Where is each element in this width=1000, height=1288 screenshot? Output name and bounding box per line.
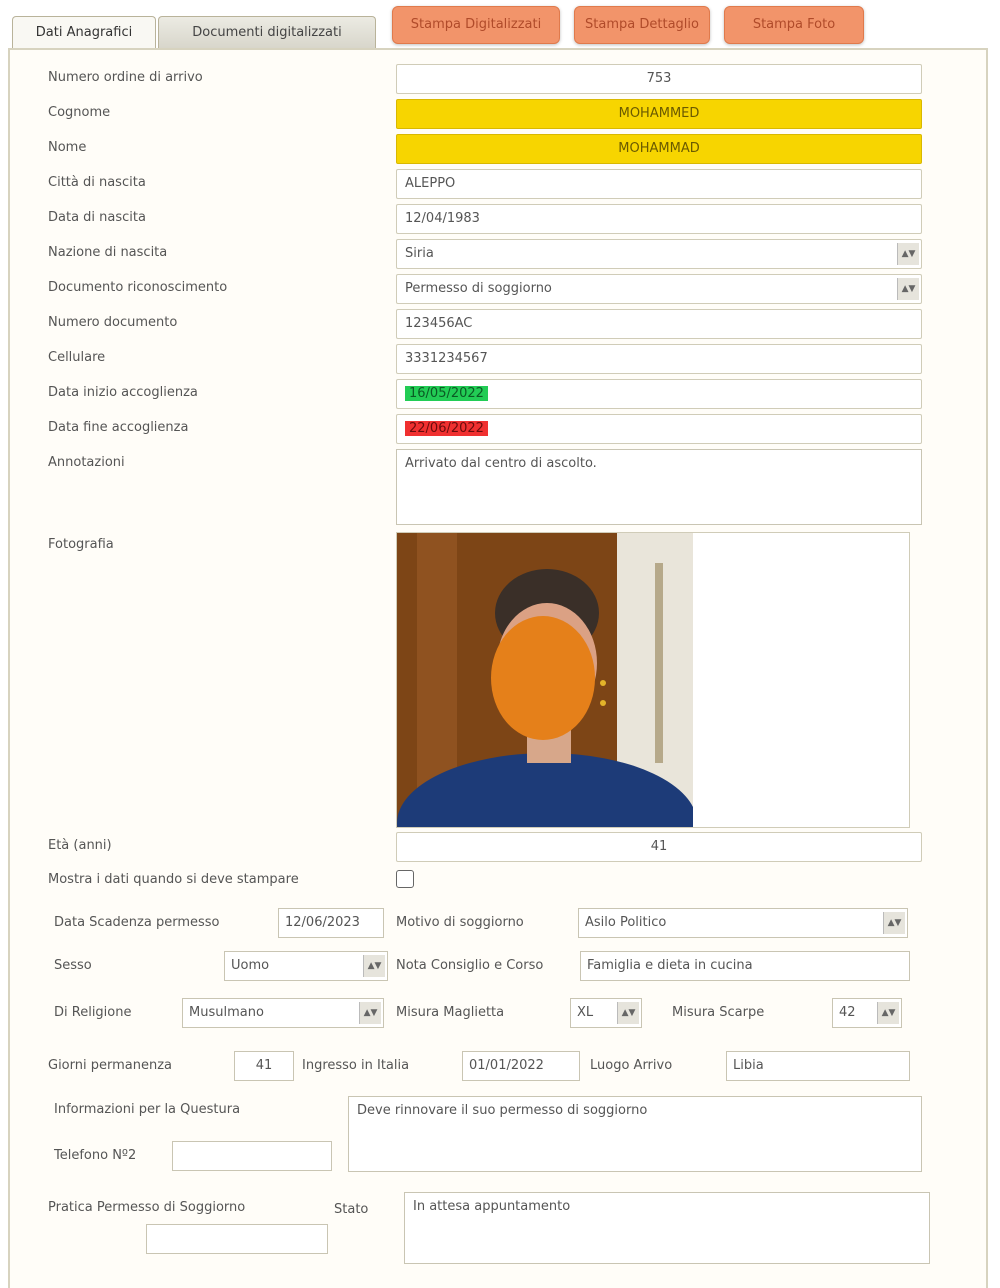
label-notes: Annotazioni bbox=[48, 455, 125, 470]
status-textarea[interactable]: In attesa appuntamento bbox=[404, 1192, 930, 1264]
birth-nation-value: Siria bbox=[405, 246, 434, 261]
label-origin-place: Luogo Arrivo bbox=[590, 1058, 673, 1073]
birth-date-field[interactable]: 12/04/1983 bbox=[396, 204, 922, 234]
entry-date-field[interactable] bbox=[396, 379, 922, 409]
label-info-center: Informazioni per la Questura bbox=[54, 1102, 241, 1117]
chevron-down-icon[interactable]: ▲▼ bbox=[363, 955, 385, 977]
chevron-down-icon[interactable]: ▲▼ bbox=[877, 1002, 899, 1024]
end-date-field[interactable] bbox=[396, 414, 922, 444]
permit-practice-field[interactable] bbox=[146, 1224, 328, 1254]
badge-number-field[interactable]: 753 bbox=[396, 64, 922, 94]
label-status: Stato bbox=[334, 1202, 369, 1217]
label-name: Nome bbox=[48, 140, 87, 155]
label-permit-practice: Pratica Permesso di Soggiorno bbox=[48, 1200, 246, 1215]
label-photo: Fotografia bbox=[48, 537, 114, 552]
mobile-field[interactable]: 3331234567 bbox=[396, 344, 922, 374]
label-id-document: Documento riconoscimento bbox=[48, 280, 228, 295]
label-badge-number: Numero ordine di arrivo bbox=[48, 70, 203, 85]
id-document-select[interactable] bbox=[396, 274, 922, 304]
label-document-number: Numero documento bbox=[48, 315, 178, 330]
label-print-checkbox: Mostra i dati quando si deve stampare bbox=[48, 872, 299, 887]
age-field[interactable]: 41 bbox=[396, 832, 922, 862]
chevron-down-icon[interactable]: ▲▼ bbox=[897, 278, 919, 300]
sex-select[interactable] bbox=[224, 951, 388, 981]
shoe-size-select[interactable] bbox=[832, 998, 902, 1028]
sex-value: Uomo bbox=[231, 958, 270, 973]
label-surname: Cognome bbox=[48, 105, 111, 120]
label-end-date: Data fine accoglienza bbox=[48, 420, 189, 435]
label-permit-expiry: Data Scadenza permesso bbox=[54, 915, 220, 930]
chevron-down-icon[interactable]: ▲▼ bbox=[617, 1002, 639, 1024]
room-note-field[interactable]: Famiglia e dieta in cucina bbox=[580, 951, 910, 981]
person-photo-illustration bbox=[397, 533, 693, 827]
document-number-field[interactable]: 123456AC bbox=[396, 309, 922, 339]
print-digitalized-button[interactable]: Stampa Digitalizzati bbox=[392, 6, 560, 44]
chevron-down-icon[interactable]: ▲▼ bbox=[883, 912, 905, 934]
print-checkbox[interactable] bbox=[396, 870, 414, 888]
tab-digitized-documents[interactable]: Documenti digitalizzati bbox=[158, 16, 376, 48]
label-tshirt-size: Misura Maglietta bbox=[396, 1005, 505, 1020]
label-birth-nation: Nazione di nascita bbox=[48, 245, 168, 260]
birth-city-field[interactable]: ALEPPO bbox=[396, 169, 922, 199]
id-document-value: Permesso di soggiorno bbox=[405, 281, 552, 296]
end-date-value: 22/06/2022 bbox=[405, 421, 488, 436]
tshirt-size-value: XL bbox=[577, 1005, 594, 1020]
notes-textarea[interactable]: Arrivato dal centro di ascolto. bbox=[396, 449, 922, 525]
label-entry-date: Data inizio accoglienza bbox=[48, 385, 198, 400]
print-details-button[interactable]: Stampa Dettaglio bbox=[574, 6, 710, 44]
label-stay-reason: Motivo di soggiorno bbox=[396, 915, 524, 930]
label-phone-2: Telefono Nº2 bbox=[54, 1148, 137, 1163]
tab-personal-data[interactable]: Dati Anagrafici bbox=[12, 16, 156, 48]
surname-field[interactable]: MOHAMMED bbox=[396, 99, 922, 129]
entry-date-value: 16/05/2022 bbox=[405, 386, 488, 401]
info-center-textarea[interactable]: Deve rinnovare il suo permesso di soggiorno bbox=[348, 1096, 922, 1172]
tshirt-size-select[interactable] bbox=[570, 998, 642, 1028]
phone-2-field[interactable] bbox=[172, 1141, 332, 1171]
origin-place-field[interactable]: Libia bbox=[726, 1051, 910, 1081]
stay-reason-select[interactable] bbox=[578, 908, 908, 938]
birth-nation-select[interactable] bbox=[396, 239, 922, 269]
arrival-italy-field[interactable]: 01/01/2022 bbox=[462, 1051, 580, 1081]
label-birth-date: Data di nascita bbox=[48, 210, 146, 225]
label-room-note: Nota Consiglio e Corso bbox=[396, 958, 544, 973]
stay-reason-value: Asilo Politico bbox=[585, 915, 667, 930]
label-days-stay: Giorni permanenza bbox=[48, 1058, 173, 1073]
chevron-down-icon[interactable]: ▲▼ bbox=[897, 243, 919, 265]
label-age: Età (anni) bbox=[48, 838, 112, 853]
print-photo-button[interactable]: Stampa Foto bbox=[724, 6, 864, 44]
label-birth-city: Città di nascita bbox=[48, 175, 146, 190]
label-shoe-size: Misura Scarpe bbox=[672, 1005, 765, 1020]
days-stay-field[interactable]: 41 bbox=[234, 1051, 294, 1081]
religion-select[interactable] bbox=[182, 998, 384, 1028]
label-mobile: Cellulare bbox=[48, 350, 106, 365]
label-religion: Di Religione bbox=[54, 1005, 132, 1020]
label-arrival-italy: Ingresso in Italia bbox=[302, 1058, 410, 1073]
name-field[interactable]: MOHAMMAD bbox=[396, 134, 922, 164]
label-sex: Sesso bbox=[54, 958, 92, 973]
person-photo bbox=[397, 533, 693, 827]
religion-value: Musulmano bbox=[189, 1005, 264, 1020]
shoe-size-value: 42 bbox=[839, 1005, 856, 1020]
photo-frame[interactable] bbox=[396, 532, 910, 828]
permit-expiry-field[interactable]: 12/06/2023 bbox=[278, 908, 384, 938]
chevron-down-icon[interactable]: ▲▼ bbox=[359, 1002, 381, 1024]
